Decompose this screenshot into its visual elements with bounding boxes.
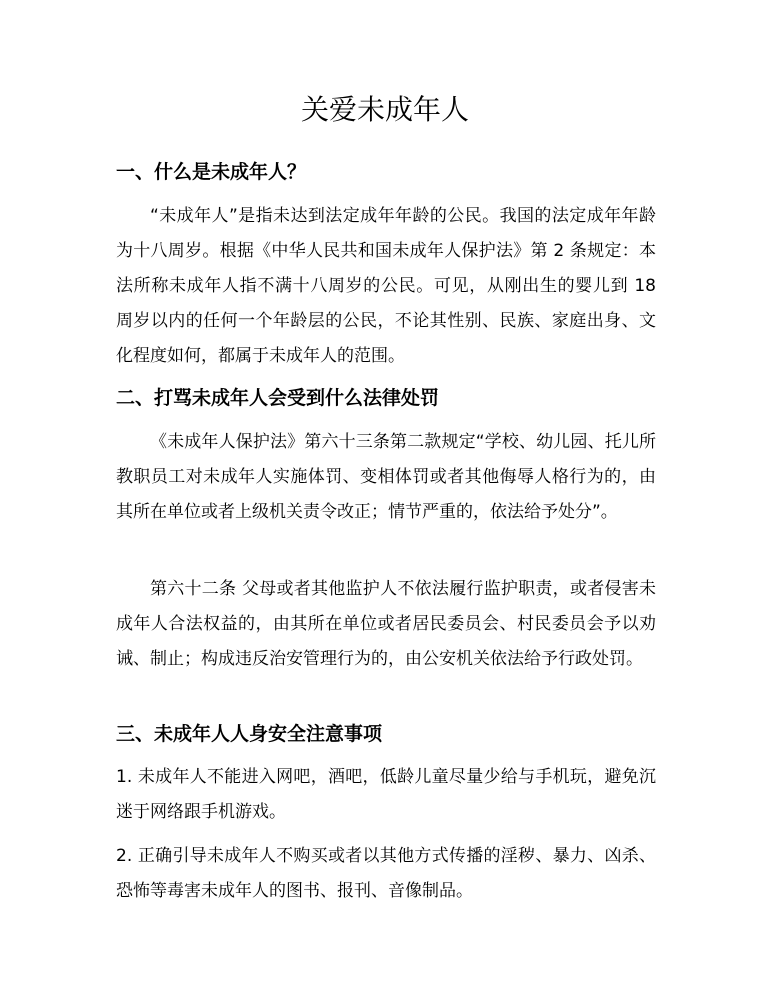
section-heading-3: 三、未成年人人身安全注意事项 xyxy=(116,723,383,745)
document-title: 关爱未成年人 xyxy=(300,93,469,126)
section-2-paragraph-2: 第六十二条 父母或者其他监护人不依法履行监护职责，或者侵害未成年人合法权益的，由其所在单位或者居民委员会、村民委员会予以劝诫、制止；构成违反治安管理行为的，由公安机关依法给予行政处罚。 xyxy=(116,579,656,669)
section-3-item-1: 1. 未成年人不能进入网吧，酒吧，低龄儿童尽量少给与手机玩，避免沉迷于网络跟手机游戏。 xyxy=(116,767,656,822)
section-heading-1: 一、什么是未成年人？ xyxy=(116,161,307,183)
section-1-paragraph-1: “未成年人”是指未达到法定成年年龄的公民。我国的法定成年年龄为十八周岁。根据《中华人民共和国未成年人保护法》第 2 条规定：本法所称未成年人指不满十八周岁的公民。可见，从刚出生的婴儿到 18 周岁以内的任何一个年龄层的公民，不论其性别、民族、家庭出身、文化程度如何，都属于未成年人的范围。 xyxy=(116,206,656,366)
section-3-item-2: 2. 正确引导未成年人不购买或者以其他方式传播的淫秽、暴力、凶杀、恐怖等毒害未成年人的图书、报刊、音像制品。 xyxy=(116,846,656,901)
section-2-paragraph-1: 《未成年人保护法》第六十三条第二款规定“学校、幼儿园、托儿所教职员工对未成年人实施体罚、变相体罚或者其他侮辱人格行为的，由其所在单位或者上级机关责令改正；情节严重的，依法给予处分”。 xyxy=(116,432,656,522)
section-heading-2: 二、打骂未成年人会受到什么法律处罚 xyxy=(116,387,440,409)
